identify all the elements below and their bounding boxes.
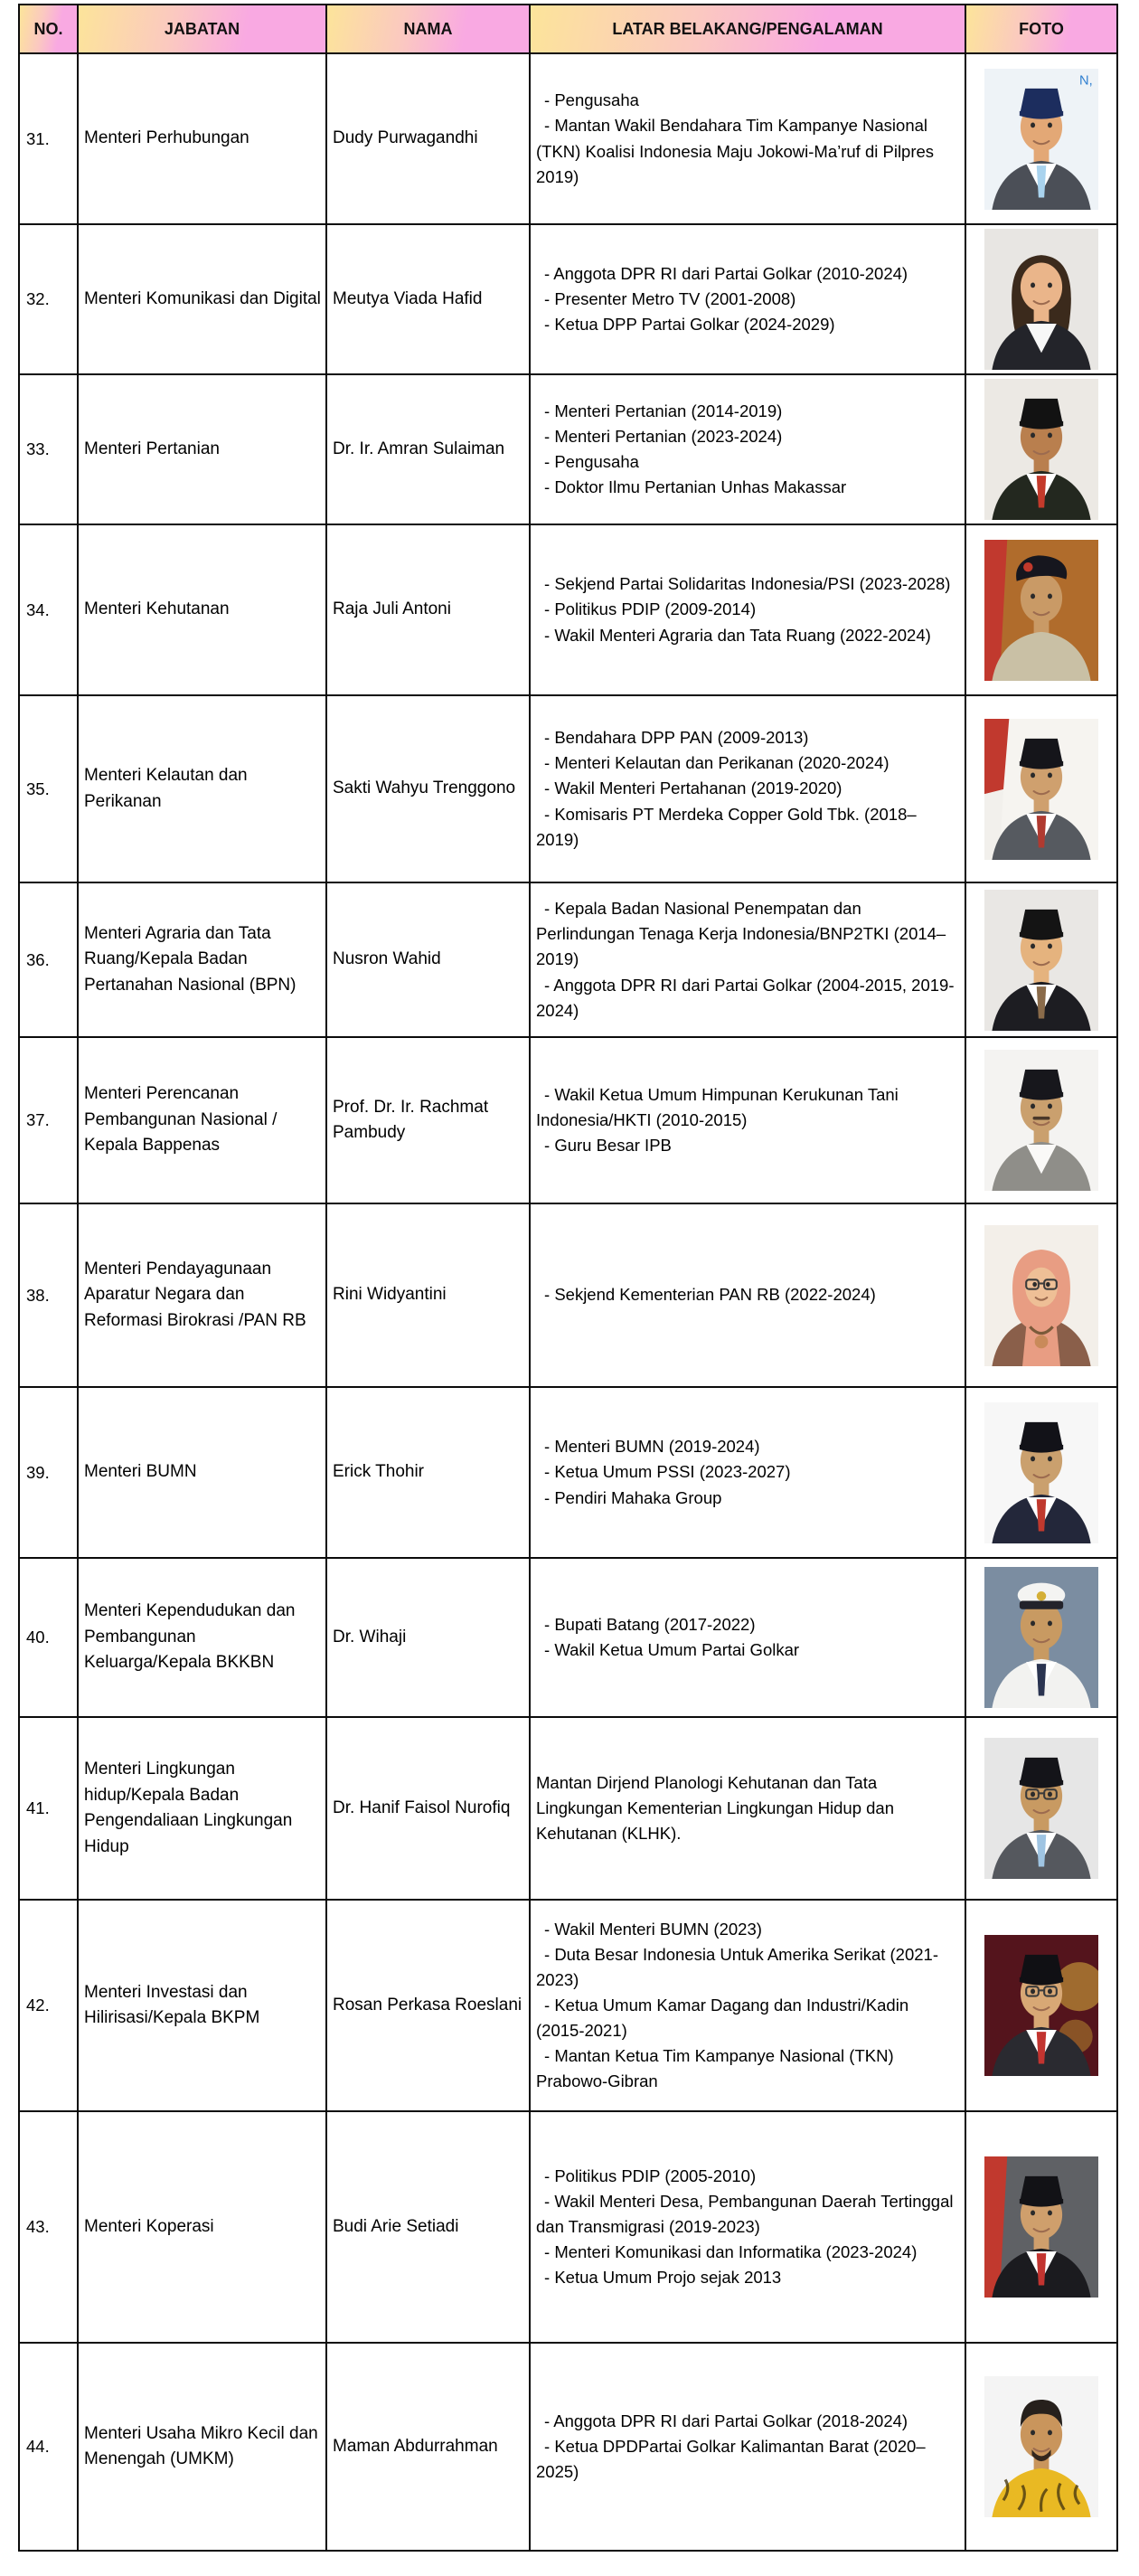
row-number: 34. xyxy=(19,524,78,695)
row-jabatan: Menteri Agraria dan Tata Ruang/Kepala Badan Pertanahan Nasional (BPN) xyxy=(78,882,326,1037)
table-row xyxy=(19,2343,1117,2551)
row-nama: Dr. Hanif Faisol Nurofiq xyxy=(326,1717,530,1900)
row-foto-cell xyxy=(965,224,1117,374)
row-foto-cell xyxy=(965,1717,1117,1900)
row-foto-cell xyxy=(965,1900,1117,2111)
row-jabatan: Menteri Lingkungan hidup/Kepala Badan Pengendaliaan Lingkungan Hidup xyxy=(78,1717,326,1900)
row-number: 33. xyxy=(19,374,78,524)
latar-item: - Ketua Umum Kamar Dagang dan Industri/Kadin (2015-2021) xyxy=(536,1993,957,2043)
latar-item: - Anggota DPR RI dari Partai Golkar (2004-2015, 2019-2024) xyxy=(536,973,957,1024)
table-row xyxy=(19,882,1117,1037)
latar-item: - Pengusaha xyxy=(536,449,957,475)
latar-item: - Politikus PDIP (2009-2014) xyxy=(536,597,957,622)
latar-item: - Menteri Komunikasi dan Informatika (2023-2024) xyxy=(536,2240,957,2265)
row-latar xyxy=(530,1900,965,2111)
row-nama: Dr. Wihaji xyxy=(326,1558,530,1717)
latar-item: - Wakil Menteri Pertahanan (2019-2020) xyxy=(536,776,957,801)
table-row xyxy=(19,524,1117,695)
latar-item: - Wakil Menteri BUMN (2023) xyxy=(536,1917,957,1942)
minister-photo xyxy=(984,379,1098,520)
col-header-latar-belakang: LATAR BELAKANG/PENGALAMAN xyxy=(530,5,965,53)
latar-item: - Anggota DPR RI dari Partai Golkar (2010-2024) xyxy=(536,261,957,287)
row-number: 31. xyxy=(19,53,78,224)
latar-item: - Ketua DPP Partai Golkar (2024-2029) xyxy=(536,312,957,337)
table-row xyxy=(19,1387,1117,1558)
row-number: 41. xyxy=(19,1717,78,1900)
row-latar xyxy=(530,695,965,882)
table-row xyxy=(19,53,1117,224)
row-latar xyxy=(530,1387,965,1558)
table-row xyxy=(19,224,1117,374)
row-nama: Rosan Perkasa Roeslani xyxy=(326,1900,530,2111)
row-nama: Dr. Ir. Amran Sulaiman xyxy=(326,374,530,524)
latar-item: - Menteri Pertanian (2023-2024) xyxy=(536,424,957,449)
table-row xyxy=(19,695,1117,882)
minister-photo xyxy=(984,1402,1098,1543)
row-latar xyxy=(530,1037,965,1203)
table-row xyxy=(19,1900,1117,2111)
row-latar xyxy=(530,882,965,1037)
row-number: 39. xyxy=(19,1387,78,1558)
svg-text:N,: N, xyxy=(1079,73,1093,89)
row-foto-cell xyxy=(965,882,1117,1037)
col-header-no: NO. xyxy=(19,5,78,53)
row-foto-cell xyxy=(965,2111,1117,2343)
row-jabatan: Menteri Komunikasi dan Digital xyxy=(78,224,326,374)
row-foto-cell xyxy=(965,695,1117,882)
table-row xyxy=(19,1037,1117,1203)
row-nama: Maman Abdurrahman xyxy=(326,2343,530,2551)
row-nama: Meutya Viada Hafid xyxy=(326,224,530,374)
latar-item: - Menteri Kelautan dan Perikanan (2020-2024) xyxy=(536,750,957,776)
col-header-nama: NAMA xyxy=(326,5,530,53)
latar-item: - Kepala Badan Nasional Penempatan dan Perlindungan Tenaga Kerja Indonesia/BNP2TKI (2014–2019) xyxy=(536,896,957,972)
row-jabatan: Menteri Perhubungan xyxy=(78,53,326,224)
row-latar xyxy=(530,2111,965,2343)
row-nama: Rini Widyantini xyxy=(326,1203,530,1387)
row-jabatan: Menteri Pendayagunaan Aparatur Negara dan Reformasi Birokrasi /PAN RB xyxy=(78,1203,326,1387)
latar-item: - Doktor Ilmu Pertanian Unhas Makassar xyxy=(536,475,957,500)
row-foto-cell xyxy=(965,1558,1117,1717)
row-number: 42. xyxy=(19,1900,78,2111)
row-latar xyxy=(530,524,965,695)
minister-photo xyxy=(984,1225,1098,1366)
latar-item: - Menteri Pertanian (2014-2019) xyxy=(536,399,957,424)
latar-item: - Wakil Menteri Agraria dan Tata Ruang (2022-2024) xyxy=(536,623,957,648)
minister-photo xyxy=(984,719,1098,860)
row-foto-cell xyxy=(965,524,1117,695)
minister-photo xyxy=(984,2156,1098,2298)
row-nama: Dudy Purwagandhi xyxy=(326,53,530,224)
col-header-jabatan: JABATAN xyxy=(78,5,326,53)
latar-item: - Ketua Umum Projo sejak 2013 xyxy=(536,2265,957,2290)
row-foto-cell xyxy=(965,53,1117,224)
latar-item: - Duta Besar Indonesia Untuk Amerika Serikat (2021-2023) xyxy=(536,1942,957,1993)
row-latar xyxy=(530,1558,965,1717)
row-jabatan: Menteri Usaha Mikro Kecil dan Menengah (UMKM) xyxy=(78,2343,326,2551)
minister-photo xyxy=(984,1935,1098,2076)
latar-item: - Wakil Ketua Umum Himpunan Kerukunan Tani Indonesia/HKTI (2010-2015) xyxy=(536,1082,957,1133)
row-jabatan: Menteri Kehutanan xyxy=(78,524,326,695)
latar-item: - Komisaris PT Merdeka Copper Gold Tbk. (2018–2019) xyxy=(536,802,957,853)
row-jabatan: Menteri Kelautan dan Perikanan xyxy=(78,695,326,882)
table-row xyxy=(19,1203,1117,1387)
header-row xyxy=(19,5,1117,53)
latar-item: - Bupati Batang (2017-2022) xyxy=(536,1612,957,1637)
row-jabatan: Menteri BUMN xyxy=(78,1387,326,1558)
row-number: 43. xyxy=(19,2111,78,2343)
row-nama: Erick Thohir xyxy=(326,1387,530,1558)
latar-item: - Mantan Wakil Bendahara Tim Kampanye Nasional (TKN) Koalisi Indonesia Maju Jokowi-Ma’ruf di Pilpres 2019) xyxy=(536,113,957,189)
table-row xyxy=(19,1558,1117,1717)
latar-item: - Menteri BUMN (2019-2024) xyxy=(536,1434,957,1459)
minister-photo xyxy=(984,890,1098,1031)
row-number: 38. xyxy=(19,1203,78,1387)
row-number: 32. xyxy=(19,224,78,374)
row-jabatan: Menteri Investasi dan Hilirisasi/Kepala BKPM xyxy=(78,1900,326,2111)
minister-photo xyxy=(984,1050,1098,1191)
row-number: 44. xyxy=(19,2343,78,2551)
row-foto-cell xyxy=(965,1203,1117,1387)
row-nama: Prof. Dr. Ir. Rachmat Pambudy xyxy=(326,1037,530,1203)
row-number: 35. xyxy=(19,695,78,882)
row-jabatan: Menteri Pertanian xyxy=(78,374,326,524)
latar-item: - Ketua Umum PSSI (2023-2027) xyxy=(536,1459,957,1485)
latar-item: - Ketua DPDPartai Golkar Kalimantan Barat (2020–2025) xyxy=(536,2434,957,2485)
row-number: 36. xyxy=(19,882,78,1037)
row-foto-cell xyxy=(965,2343,1117,2551)
table-row xyxy=(19,2111,1117,2343)
latar-text: Mantan Dirjend Planologi Kehutanan dan Tata Lingkungan Kementerian Lingkungan Hidup dan Kehutanan (KLHK). xyxy=(536,1772,894,1844)
latar-item: - Wakil Menteri Desa, Pembangunan Daerah Tertinggal dan Transmigrasi (2019-2023) xyxy=(536,2189,957,2240)
row-number: 40. xyxy=(19,1558,78,1717)
latar-item: - Mantan Ketua Tim Kampanye Nasional (TKN) Prabowo-Gibran xyxy=(536,2043,957,2094)
latar-item: - Guru Besar IPB xyxy=(536,1133,957,1158)
latar-item: - Wakil Ketua Umum Partai Golkar xyxy=(536,1637,957,1663)
col-header-foto: FOTO xyxy=(965,5,1117,53)
minister-photo xyxy=(984,1738,1098,1879)
row-latar xyxy=(530,374,965,524)
row-nama: Budi Arie Setiadi xyxy=(326,2111,530,2343)
latar-item: - Pengusaha xyxy=(536,88,957,113)
row-nama: Nusron Wahid xyxy=(326,882,530,1037)
latar-item: - Pendiri Mahaka Group xyxy=(536,1486,957,1511)
table-header xyxy=(19,5,1117,53)
row-foto-cell xyxy=(965,1387,1117,1558)
latar-item: - Sekjend Partai Solidaritas Indonesia/PSI (2023-2028) xyxy=(536,571,957,597)
row-nama: Raja Juli Antoni xyxy=(326,524,530,695)
row-foto-cell xyxy=(965,374,1117,524)
row-jabatan: Menteri Kependudukan dan Pembangunan Keluarga/Kepala BKKBN xyxy=(78,1558,326,1717)
ministers-table xyxy=(18,4,1118,2552)
minister-photo xyxy=(984,69,1098,210)
row-latar xyxy=(530,2343,965,2551)
minister-photo xyxy=(984,1567,1098,1708)
latar-item: - Politikus PDIP (2005-2010) xyxy=(536,2164,957,2189)
table-body xyxy=(19,53,1117,2551)
minister-photo xyxy=(984,540,1098,681)
latar-item: - Anggota DPR RI dari Partai Golkar (2018-2024) xyxy=(536,2409,957,2434)
row-jabatan: Menteri Koperasi xyxy=(78,2111,326,2343)
table-row xyxy=(19,1717,1117,1900)
latar-item: - Bendahara DPP PAN (2009-2013) xyxy=(536,725,957,750)
latar-item: - Presenter Metro TV (2001-2008) xyxy=(536,287,957,312)
table-row xyxy=(19,374,1117,524)
row-foto-cell xyxy=(965,1037,1117,1203)
minister-photo xyxy=(984,229,1098,370)
latar-item: - Sekjend Kementerian PAN RB (2022-2024) xyxy=(536,1282,957,1307)
row-jabatan: Menteri Perencanan Pembangunan Nasional / Kepala Bappenas xyxy=(78,1037,326,1203)
row-nama: Sakti Wahyu Trenggono xyxy=(326,695,530,882)
row-latar xyxy=(530,1717,965,1900)
row-latar xyxy=(530,1203,965,1387)
row-latar xyxy=(530,53,965,224)
row-latar xyxy=(530,224,965,374)
minister-photo xyxy=(984,2376,1098,2517)
row-number: 37. xyxy=(19,1037,78,1203)
